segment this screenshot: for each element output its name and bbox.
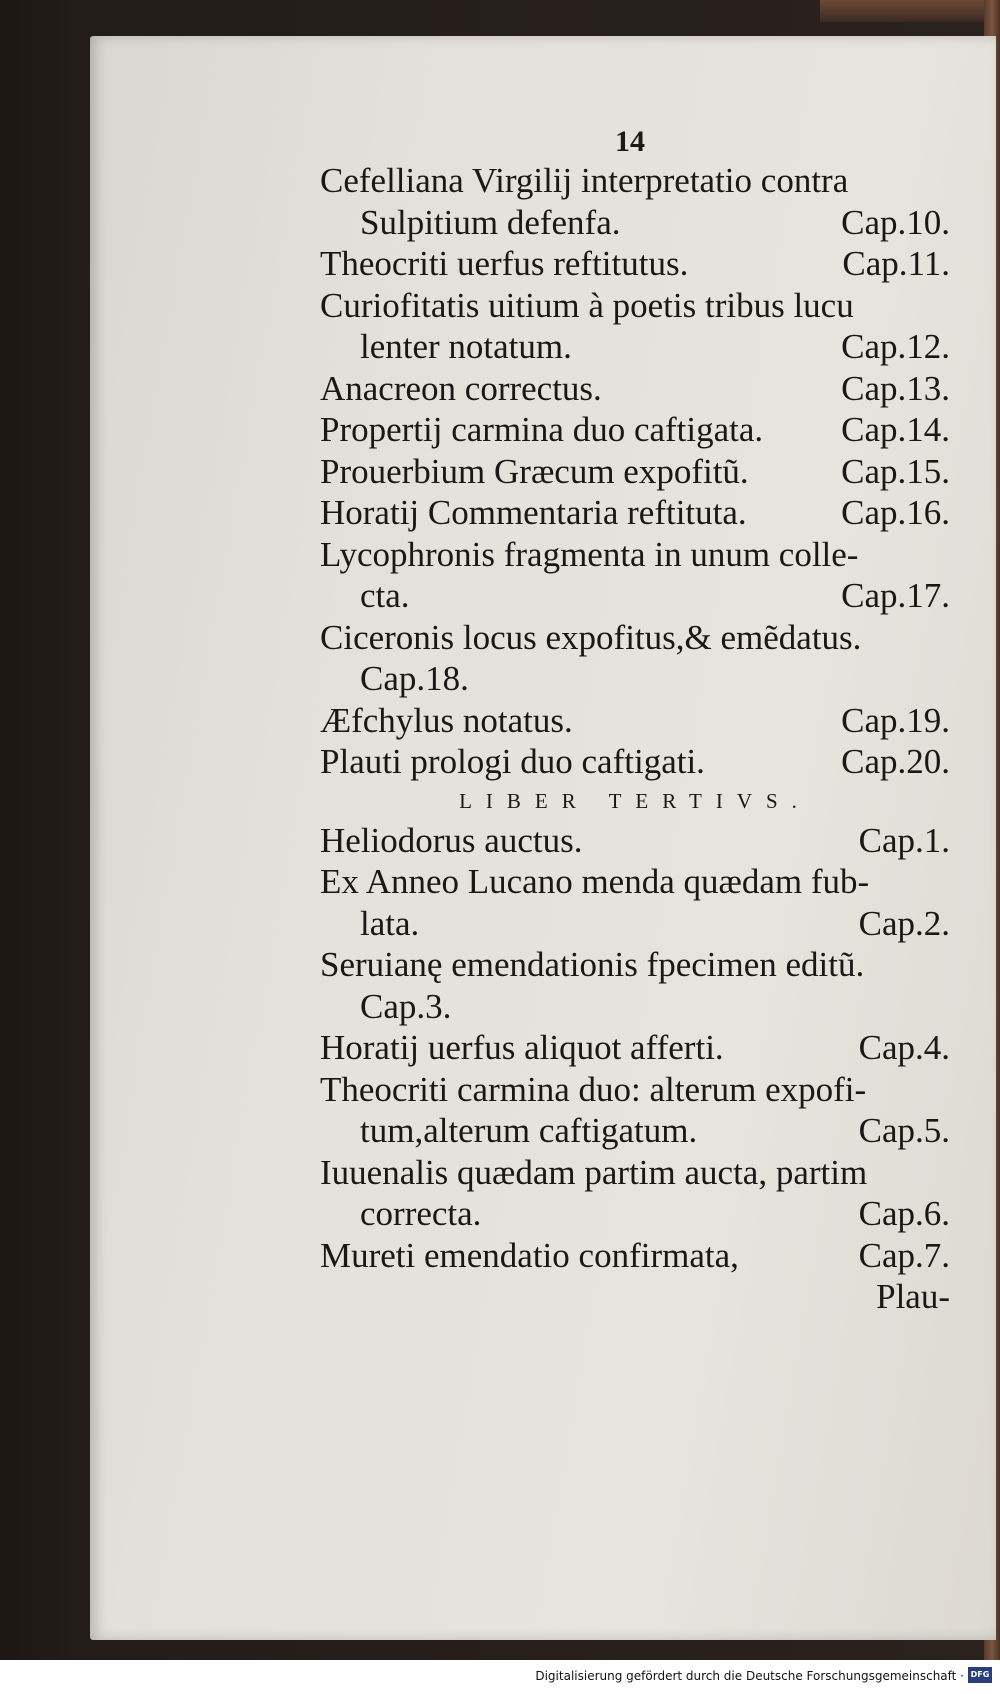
toc-line [320,658,950,700]
book-cover-edge-top [820,0,1000,22]
toc-chapter-ref: Cap.1. [858,820,950,860]
toc-line [320,492,950,534]
toc-entry-text: cta. [360,576,410,615]
toc-chapter-ref: Cap.7. [858,1235,950,1275]
catchword-line [320,1276,950,1318]
toc-entry-text: Lycophronis fragmenta in unum colle- [320,534,859,574]
toc-entry-text: Horatij uerfus aliquot afferti. [320,1028,724,1067]
funding-credit: Digitalisierung gefördert durch die Deutsche Forschungsgemeinschaft · [535,1669,964,1683]
toc-entry-text: Plauti prologi duo caftigati. [320,742,705,781]
toc-chapter-ref: Cap.5. [858,1111,950,1150]
toc-entry-text: Ciceronis locus expofitus,& emẽdatus. [320,617,862,657]
toc-line [320,617,950,659]
toc-entry-text: Cap.18. [360,659,469,698]
toc-chapter-ref: Cap.19. [841,700,950,740]
toc-entry-text: Seruianę emendationis fpecimen editũ. [320,945,865,984]
dfg-logo: DFG [968,1667,992,1683]
toc-chapter-ref: Cap.6. [858,1194,950,1233]
toc-entry-text: Curiofitatis uitium à poetis tribus lucu [320,285,854,325]
toc-entry-text: Heliodorus auctus. [320,820,583,860]
toc-entry-text: Sulpitium defenfa. [360,202,621,242]
toc-entry-text: Æfchylus notatus. [320,700,573,740]
toc-line [320,409,950,451]
toc-entry-text: Cap.3. [360,986,452,1026]
toc-line [320,700,950,742]
toc-line [320,534,950,576]
toc-line [320,285,950,327]
toc-line [320,160,950,202]
table-of-contents [320,160,950,1318]
toc-line [320,1110,950,1152]
toc-entry-text: lata. [360,903,420,943]
toc-line [320,243,950,285]
toc-line [320,903,950,945]
toc-entry-text: correcta. [360,1194,482,1233]
toc-line [320,741,950,783]
page-number: 14 [615,125,645,158]
toc-line [320,202,950,244]
toc-chapter-ref: Cap.15. [841,451,950,491]
toc-chapter-ref: Cap.11. [842,244,950,283]
toc-line [320,368,950,410]
toc-chapter-ref: Cap.20. [841,742,950,781]
toc-entry-text: lenter notatum. [360,327,572,366]
toc-chapter-ref: Cap.10. [841,202,950,242]
toc-line [320,1193,950,1235]
toc-line [320,1027,950,1069]
toc-entry-text: Theocriti uerfus reftitutus. [320,244,689,283]
toc-entry-text: Ex Anneo Lucano menda quædam fub- [320,862,870,901]
toc-line [320,1235,950,1277]
toc-entry-text: Theocriti carmina duo: alterum expofi- [320,1069,867,1109]
toc-line [320,986,950,1028]
toc-entry-text: Cefelliana Virgilij interpretatio contra [320,161,849,200]
toc-line [320,1152,950,1194]
toc-chapter-ref: Cap.13. [841,368,950,408]
toc-entry-text: Horatij Commentaria reftituta. [320,493,747,532]
toc-chapter-ref: Cap.12. [841,327,950,366]
toc-chapter-ref: Cap.2. [858,903,950,943]
toc-line [320,944,950,986]
toc-entry-text: Prouerbium Græcum expofitũ. [320,451,749,491]
toc-line [320,575,950,617]
toc-entry-text: Iuuenalis quædam partim aucta, partim [320,1152,868,1192]
toc-chapter-ref: Cap.14. [841,410,950,449]
toc-line [320,451,950,493]
toc-line [320,861,950,903]
toc-chapter-ref: Cap.16. [841,493,950,532]
catchword: Plau- [876,1277,950,1316]
toc-entry-text: Anacreon correctus. [320,368,602,408]
toc-entry-text: Mureti emendatio confirmata, [320,1235,739,1275]
toc-entry-text: Propertij carmina duo caftigata. [320,410,764,449]
section-heading: LIBER TERTIVS. [459,788,811,813]
toc-line [320,1069,950,1111]
toc-line [320,326,950,368]
toc-line [320,820,950,862]
toc-entry-text: tum,alterum caftigatum. [360,1111,698,1150]
toc-chapter-ref: Cap.4. [858,1028,950,1067]
toc-chapter-ref: Cap.17. [841,576,950,615]
